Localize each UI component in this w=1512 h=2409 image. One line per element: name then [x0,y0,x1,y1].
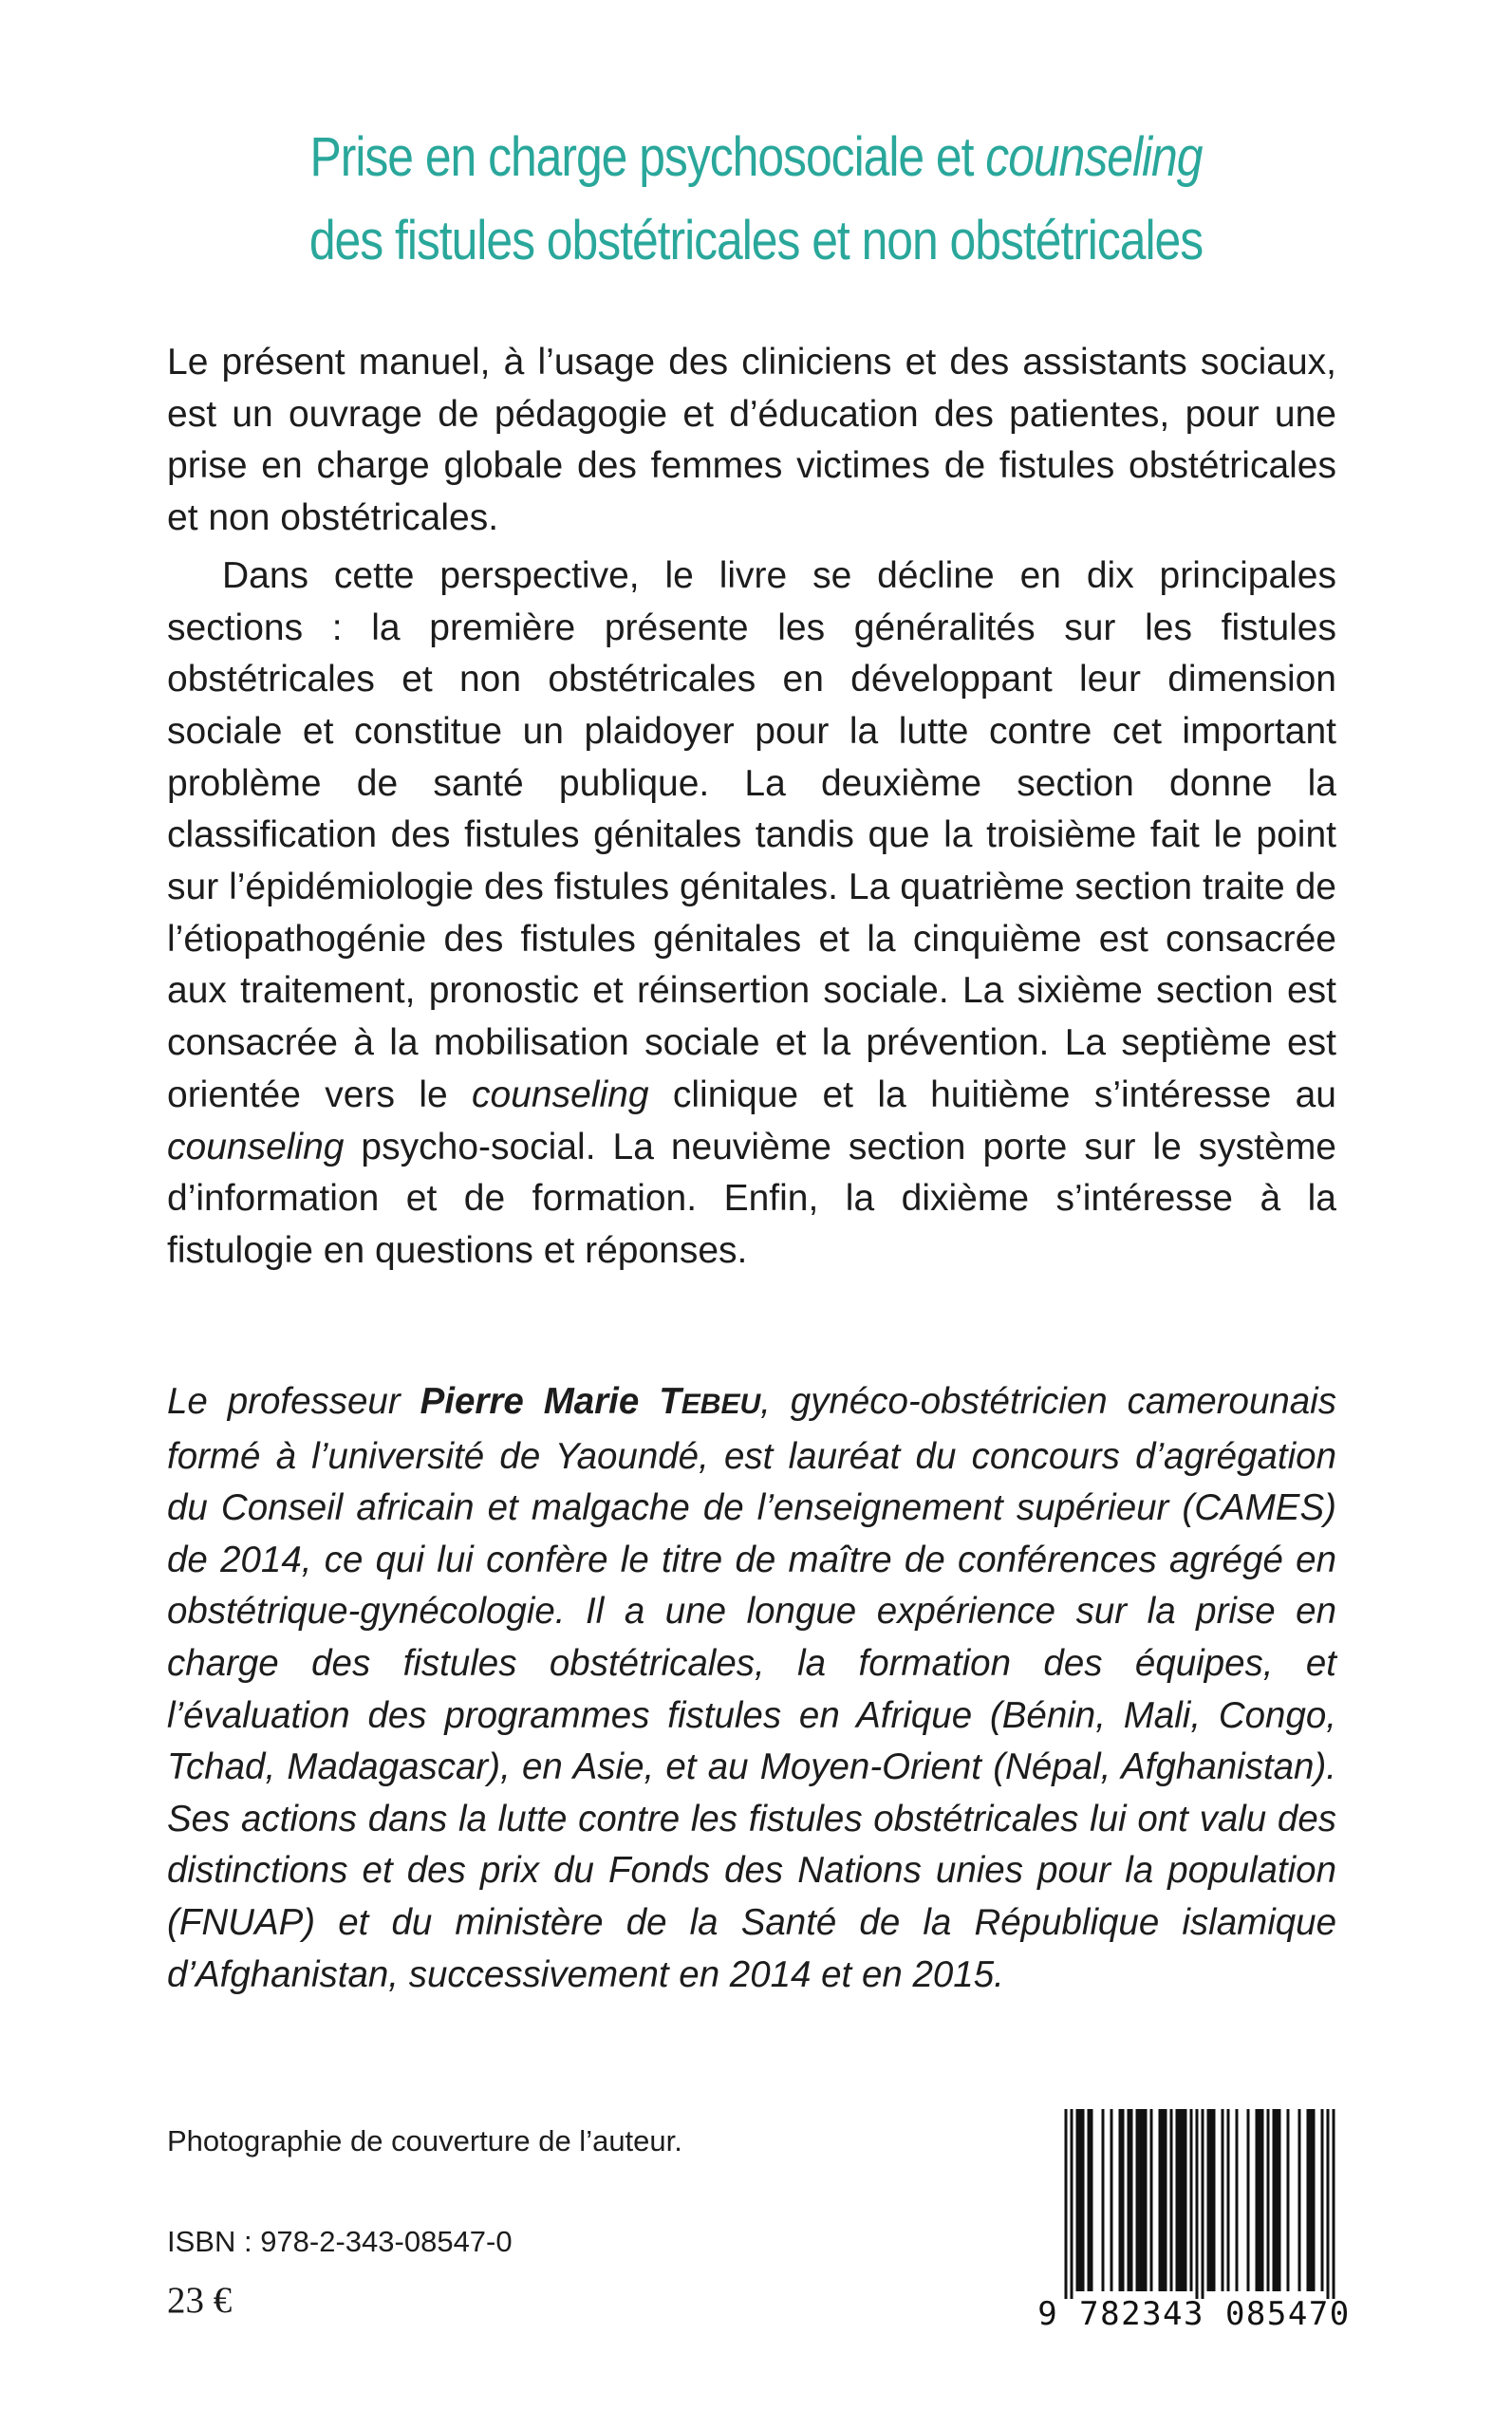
barcode-bar [1150,2109,1153,2291]
title-line-1-text: Prise en charge psychosociale et [309,126,986,188]
barcode [1037,2105,1351,2343]
barcode-bar [1065,2109,1068,2299]
barcode-bar [1179,2109,1182,2291]
barcode-bar [1298,2109,1301,2291]
summary-p2-part-a: Dans cette perspective, le livre se décline en dix principales sections : la première présente les généralités sur les fistules obstétricales et non obstétricales en développant leur dimension sociale et constitue un plaidoyer pour la lutte contre cet important problème de santé publique. La deuxième section donne la classification des fistules génitales tandis que la troisième fait le point sur l’épidémiologie des fistules génitales. La quatrième section traite de l’étiopathogénie des fistules génitales et la cinquième est consacrée aux traitement, pronostic et réinsertion sociale. La sixième section est consacrée à la mobilisation sociale et la prévention. La septième est orientée vers le [167,554,1336,1115]
barcode-bar [1273,2109,1276,2291]
price: 23 € [167,2280,233,2321]
barcode-bar [1213,2109,1216,2291]
barcode-bar [1210,2109,1213,2291]
bio-prefix: Le professeur [167,1381,420,1422]
photo-credit: Photographie de couverture de l’auteur. [167,2124,682,2157]
summary-paragraph-2 [167,551,1336,1278]
book-summary [167,337,1336,1278]
title-line-1-italic: counseling [985,126,1203,188]
barcode-bar [1159,2109,1162,2291]
barcode-bar [1162,2109,1165,2291]
barcode-bar [1307,2109,1310,2291]
barcode-bar [1122,2109,1125,2291]
author-bio [167,1376,1336,2001]
author-last-rest: EBEU [681,1389,761,1420]
barcode-bar [1165,2109,1167,2291]
book-title [204,116,1309,283]
barcode-bar [1327,2109,1330,2299]
barcode-bar [1082,2109,1085,2291]
barcode-bar [1287,2109,1290,2291]
barcode-bar [1136,2109,1139,2291]
summary-paragraph-1: Le présent manuel, à l’usage des cliniciens et des assistants sociaux, est un ouvrage de pédagogie et d’éducation des patientes, pour une prise en charge globale des femmes victimes de fistules obstétricales et non obstétricales. [167,342,1336,539]
barcode-digits: 9 782343 085470 [1037,2295,1351,2333]
barcode-bar [1247,2109,1250,2291]
barcode-bar [1333,2109,1335,2299]
barcode-bar [1130,2109,1133,2291]
barcode-bar [1091,2109,1093,2291]
barcode-bar [1261,2109,1264,2291]
barcode-bar [1128,2109,1130,2291]
author-name [420,1381,761,1422]
barcode-bar [1079,2109,1082,2291]
author-bio-paragraph [167,1376,1336,2001]
summary-p2-italic-2: counseling [167,1126,345,1167]
barcode-bars [1037,2105,1351,2300]
title-line-1 [204,116,1309,199]
barcode-bar [1190,2109,1193,2291]
barcode-bar [1259,2109,1261,2291]
barcode-bar [1102,2109,1105,2291]
barcode-bar [1142,2109,1145,2291]
barcode-bar [1256,2109,1259,2291]
barcode-bar [1071,2109,1073,2299]
barcode-bar [1139,2109,1142,2291]
barcode-bar [1176,2109,1179,2291]
barcode-bar [1276,2109,1279,2291]
isbn: ISBN : 978-2-343-08547-0 [167,2225,513,2258]
barcode-bar [1279,2109,1281,2291]
title-line-2: des fistules obstétricales et non obstétricales [308,210,1204,271]
summary-p2-part-b: clinique et la huitième s’intéresse au [648,1074,1336,1115]
barcode-bar [1207,2109,1210,2291]
barcode-bar [1185,2109,1187,2291]
barcode-bar [1182,2109,1185,2291]
barcode-bar [1227,2109,1230,2291]
barcode-bar [1310,2109,1313,2291]
author-last-initial: T [659,1381,681,1422]
barcode-bar [1170,2109,1173,2291]
summary-p2-part-c: psycho-social. La neuvième section porte sur le système d’information et de formation. Enfin, la dixième s’intéresse à la fistulogie en questions et réponses. [167,1126,1336,1271]
barcode-bar [1119,2109,1122,2291]
barcode-bar [1267,2109,1270,2291]
barcode-bar [1145,2109,1148,2291]
barcode-bar [1076,2109,1079,2291]
barcode-bar [1321,2109,1324,2291]
summary-p2-italic-1: counseling [472,1074,649,1115]
bio-text: , gynéco-obstétricien camerounais formé à l’université de Yaoundé, est lauréat du concours d’agrégation du Conseil africain et malgache de l’enseignement supérieur (CAMES) de 2014, ce qui lui confère le titre de maître de conférences agrégé en obstétrique-gynécologie. Il a une longue expérience sur la prise en charge des fistules obstétricales, la formation des équipes, et l’évaluation des programmes fistules en Afrique (Bénin, Mali, Congo, Tchad, Madagascar), en Asie, et au Moyen-Orient (Népal, Afghanistan). Ses actions dans la lutte contre les fistules obstétricales lui ont valu des distinctions et des prix du Fonds des Nations unies pour la population (FNUAP) et du ministère de la Santé de la République islamique d’Afghanistan, successivement en 2014 et en 2015. [167,1381,1336,1995]
barcode-bar [1196,2109,1199,2299]
barcode-bar [1111,2109,1113,2291]
barcode-bar [1088,2109,1091,2291]
barcode-bar [1222,2109,1224,2291]
author-first-name: Pierre Marie [420,1381,660,1422]
barcode-bar [1202,2109,1204,2299]
barcode-bar [1236,2109,1239,2291]
barcode-bar [1313,2109,1316,2291]
